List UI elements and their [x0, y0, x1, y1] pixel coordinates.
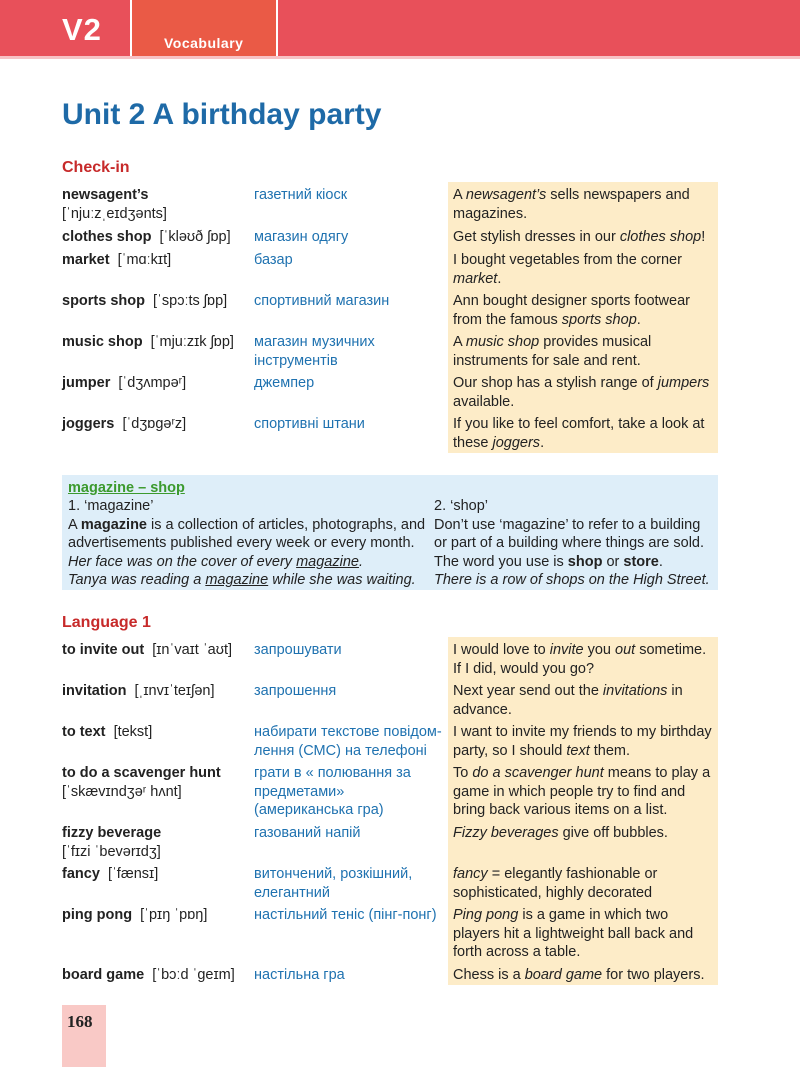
term: newsagent’s [62, 187, 149, 203]
text-emphasis: . [358, 553, 363, 570]
term-cell [62, 333, 248, 352]
section-tab [132, 0, 278, 56]
text-emphasis: magazine [205, 572, 269, 588]
term: to do a scavenger hunt [62, 765, 221, 781]
note-heading-shop: 2. ‘shop’ [434, 498, 489, 514]
term: to text [62, 724, 106, 740]
term-cell [62, 415, 248, 434]
phonetic: [ˈpɪŋ ˈpɒŋ] [140, 907, 208, 923]
text-emphasis: store [623, 553, 659, 570]
translation: магазин одягу [254, 229, 349, 245]
translation: настільний теніс (пінг-понг) [254, 907, 437, 923]
translation: базар [254, 252, 293, 268]
term-cell [62, 374, 248, 393]
translation: джемпер [254, 375, 315, 391]
text-emphasis: out [615, 642, 636, 658]
phonetic: [ˈfɪzi ˈbevərɪdʒ] [62, 843, 161, 860]
phonetic: [tekst] [113, 724, 153, 740]
translation: газований напій [254, 825, 361, 841]
text-emphasis: magazine [80, 516, 147, 533]
phonetic: [ˈnjuːzˌeɪdʒənts] [62, 205, 167, 222]
text-emphasis: There is a row of shops on the High Street. [434, 572, 710, 588]
example: fancy = elegantly fashionable or sophisticated, highly decorated [453, 866, 658, 901]
text-emphasis: sports shop [561, 311, 637, 328]
term-cell [62, 251, 248, 270]
term-cell [62, 292, 248, 311]
phonetic: [ˈspɔːts ʃɒp] [153, 293, 228, 309]
text-emphasis: shop [567, 553, 603, 570]
header-rule [0, 56, 800, 59]
term-cell [62, 966, 248, 985]
text-emphasis: music shop [465, 334, 540, 350]
header-bar [0, 0, 800, 56]
translation: спортивні штани [254, 416, 365, 432]
note-title: magazine – shop [68, 480, 185, 496]
page-title: Unit 2 A birthday party [62, 98, 382, 131]
note-example [434, 571, 716, 590]
translation: магазин музичних інструментів [254, 334, 375, 369]
translation: грати в « полювання за предметами» (американська гра) [254, 765, 411, 818]
example: Next year send out the invitations in advance. [453, 683, 683, 718]
example: To do a scavenger hunt means to play a game in which people try to find and bring back various items on a list. [453, 765, 711, 818]
phonetic: [ˈskævɪndʒəʳ hʌnt] [62, 783, 182, 800]
translation: газетний кіоск [254, 187, 348, 203]
text-emphasis: do a scavenger hunt [472, 765, 604, 781]
translation: запрошувати [254, 642, 342, 658]
text-emphasis: market [453, 270, 498, 287]
page-number: 168 [67, 1012, 93, 1031]
term: clothes shop [62, 229, 152, 245]
translation: запрошення [254, 683, 337, 699]
term: jumper [62, 375, 111, 391]
page-number-box [62, 1005, 106, 1067]
term: joggers [62, 416, 115, 432]
note-example [68, 571, 430, 590]
example: If you like to feel comfort, take a look at these joggers. [453, 416, 705, 451]
term-cell [62, 906, 248, 925]
translation: набирати текстове повідом-лення (СМС) на телефоні [254, 724, 442, 759]
term-cell [62, 186, 248, 223]
example: Fizzy beverages give off bubbles. [453, 825, 668, 841]
note-example [68, 553, 430, 572]
phonetic: [ˈbɔːd ˈgeɪm] [152, 967, 235, 983]
chapter-code: V2 [62, 12, 102, 47]
term: board game [62, 967, 145, 983]
term: music shop [62, 334, 143, 350]
term: fizzy beverage [62, 825, 162, 841]
term-cell [62, 723, 248, 742]
text-emphasis: jumpers [657, 375, 710, 391]
section-label: Vocabulary [164, 35, 244, 51]
usage-note-box [62, 475, 718, 590]
phonetic: [ˈdʒʌmpəʳ] [118, 375, 187, 391]
example: A newsagent’s sells newspapers and magazines. [453, 187, 690, 222]
term-cell [62, 682, 248, 701]
text-emphasis: text [566, 742, 590, 759]
phonetic: [ˈdʒɒgəʳz] [122, 416, 187, 432]
term-cell [62, 641, 248, 660]
text-emphasis: joggers [492, 434, 541, 451]
phonetic: [ˈmɑːkɪt] [117, 252, 172, 268]
text-emphasis: fancy [453, 866, 488, 882]
example: A music shop provides musical instruments for sale and rent. [453, 334, 652, 369]
term-cell [62, 865, 248, 884]
text-emphasis: invite [549, 642, 584, 658]
example: Our shop has a stylish range of jumpers available. [453, 375, 710, 410]
example: Get stylish dresses in our clothes shop! [453, 229, 706, 245]
text-emphasis: invitations [602, 683, 668, 699]
phonetic: [ˈkləʊð ʃɒp] [159, 229, 231, 245]
section-title-language1: Language 1 [62, 614, 151, 631]
example: Ping pong is a game in which two players hit a lightweight ball back and forth across a table. [453, 907, 694, 960]
term: ping pong [62, 907, 133, 923]
text-emphasis: Tanya was reading a [68, 572, 206, 588]
phonetic: [ˌɪnvɪˈteɪʃən] [134, 683, 215, 699]
example: Chess is a board game for two players. [453, 967, 705, 983]
text-emphasis: board game [524, 967, 603, 983]
example: I would love to invite you out sometime. If I did, would you go? [453, 642, 707, 677]
term-cell [62, 824, 248, 861]
text-emphasis: Ping pong [453, 907, 519, 923]
text-emphasis: magazine [296, 553, 359, 570]
term-cell [62, 764, 248, 801]
text-emphasis: Fizzy beverages [453, 825, 559, 841]
note-right-column [434, 497, 716, 590]
example: I want to invite my friends to my birthday party, so I should text them. [453, 724, 712, 759]
note-heading-magazine: 1. ‘magazine’ [68, 498, 154, 514]
term: to invite out [62, 642, 145, 658]
note-definition: A magazine is a collection of articles, photographs, and advertisements published every week or every month. [68, 516, 426, 551]
term: market [62, 252, 110, 268]
term: invitation [62, 683, 127, 699]
translation: витончений, розкішний, елегантний [254, 866, 413, 901]
phonetic: [ˈmjuːzɪk ʃɒp] [150, 334, 234, 350]
translation: настільна гра [254, 967, 345, 983]
note-left-column [68, 497, 430, 590]
chapter-code-tab [0, 0, 132, 56]
example: Ann bought designer sports footwear from the famous sports shop. [453, 293, 690, 328]
note-definition: Don’t use ‘magazine’ to refer to a building or part of a building where things are sold. The word you use is shop or store. [434, 516, 705, 570]
translation: спортивний магазин [254, 293, 390, 309]
text-emphasis: clothes shop [619, 229, 702, 245]
phonetic: [ˈfænsɪ] [107, 866, 159, 882]
term-cell [62, 228, 248, 247]
section-title-checkin: Check-in [62, 159, 130, 176]
text-emphasis: while she was waiting. [268, 572, 416, 588]
text-emphasis: newsagent’s [465, 187, 547, 203]
term: fancy [62, 866, 100, 882]
term: sports shop [62, 293, 145, 309]
phonetic: [ɪnˈvaɪt ˈaʊt] [152, 642, 233, 658]
text-emphasis: Her face was on the cover of every [68, 553, 297, 570]
example: I bought vegetables from the corner market. [453, 252, 682, 287]
